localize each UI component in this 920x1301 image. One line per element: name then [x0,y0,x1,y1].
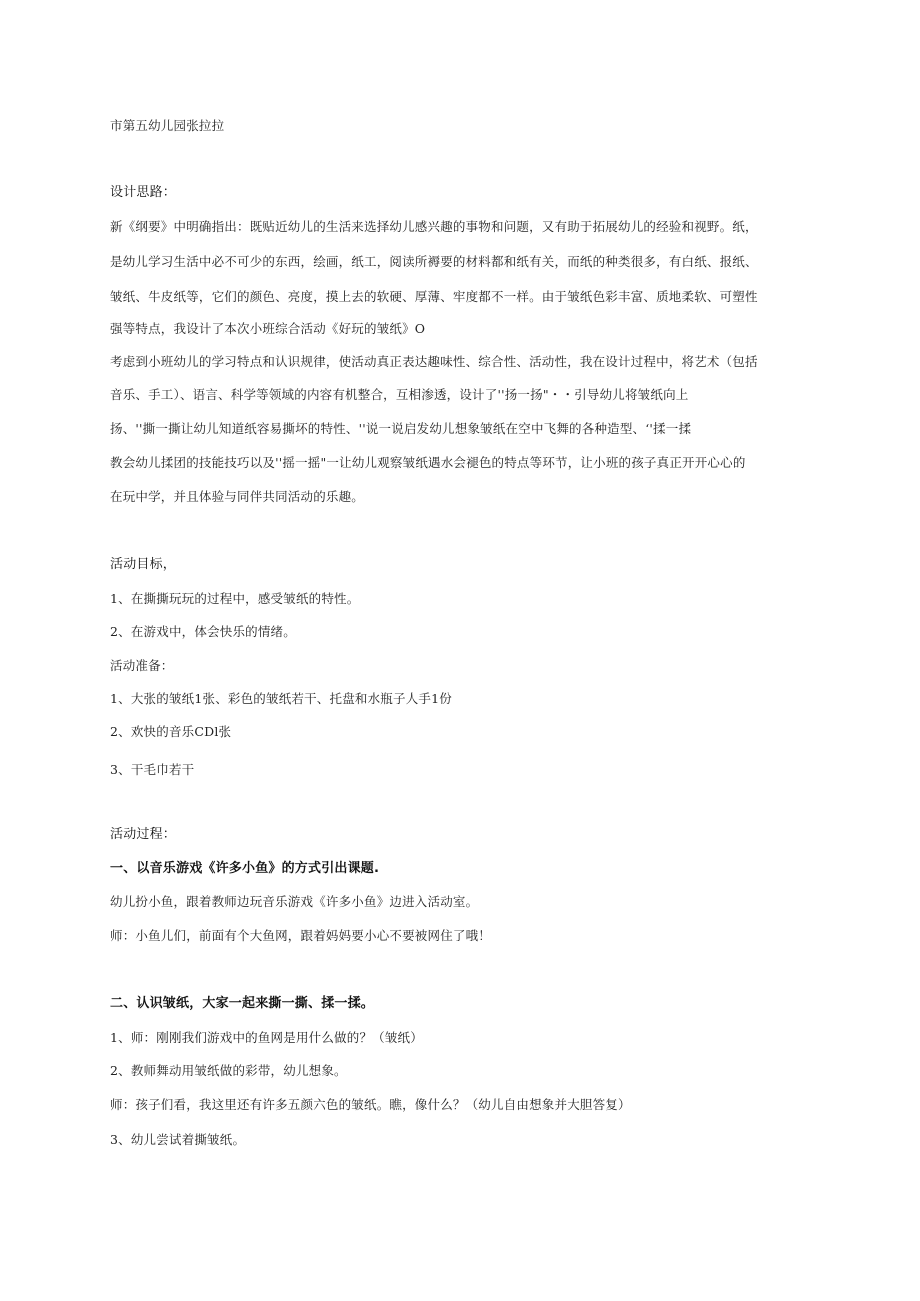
section-line: 2、教师舞动用皱纸做的彩带，幼儿想象。 [110,1063,347,1078]
section-line: 师：小鱼儿们，前面有个大鱼网，跟着妈妈要小心不要被网住了哦！ [110,928,492,943]
goals-heading: 活动目标， [110,557,177,572]
prep-item: 2、欢快的音乐CDl张 [110,724,232,739]
design-paragraph-line: 新《纲要》中明确指出：既贴近幼儿的生活来选择幼儿感兴趣的事物和问题，又有助于拓展幼儿的经验和视野。纸， [110,219,758,234]
design-paragraph-line: 考虑到小班幼儿的学习特点和认识规律，使活动真正表达趣味性、综合性、活动性，我在设计过程中，将艺术（包括 [110,354,758,369]
author-line: 市第五幼儿园张拉拉 [110,118,225,133]
design-heading: 设计思路： [110,185,177,200]
section-line: 幼儿扮小鱼，跟着教师边玩音乐游戏《许多小鱼》边进入活动室。 [110,894,479,909]
prep-item: 1、大张的皱纸1张、彩色的皱纸若干、托盘和水瓶子人手1份 [110,691,452,706]
goal-item: 2、在游戏中，体会快乐的情绪。 [110,624,296,639]
design-paragraph-line: 在玩中学，并且体验与同伴共同活动的乐趣。 [110,489,365,504]
process-heading: 活动过程： [110,827,177,842]
design-paragraph-line: 强等特点，我设计了本次小班综合活动《好玩的皱纸》O [110,321,426,336]
section-line: 师：孩子们看，我这里还有许多五颜六色的皱纸。瞧，像什么？（幼儿自由想象并大胆答复） [110,1097,631,1112]
design-paragraph-line: 音乐、手工）、语言、科学等领域的内容有机整合，互相渗透，设计了''扬一扬"・・引导幼儿将皱纸向上 [110,387,689,402]
section-title: 一、以音乐游戏《许多小鱼》的方式引出课题. [110,861,380,876]
design-paragraph-line: 是幼儿学习生活中必不可少的东西，绘画，纸工，阅读所褥要的材料都和纸有关，而纸的种类很多，有白纸、报纸、 [110,254,758,269]
section-title: 二、认识皱纸，大家一起来撕一撕、揉一揉。 [110,996,375,1011]
design-paragraph-line: 皱纸、牛皮纸等，它们的颜色、亮度，摸上去的软硬、厚薄、牢度都不一样。由于皱纸色彩丰富、质地柔软、可塑性 [110,289,758,304]
section-line: 3、幼儿尝试着撕皱纸。 [110,1132,246,1147]
section-line: 1、师：刚刚我们游戏中的鱼网是用什么做的？（皱纸） [110,1030,423,1045]
goal-item: 1、在撕撕玩玩的过程中，感受皱纸的特性。 [110,591,360,606]
prep-heading: 活动准备： [110,658,174,673]
prep-item: 3、干毛巾若干 [110,762,195,777]
design-paragraph-line: 扬、''撕一撕让幼儿知道纸容易撕坏的特性、''说一说启发幼儿想象皱纸在空中飞舞的各种造型、‘'揉一揉 [110,421,692,436]
design-paragraph-line: 教会幼儿揉团的技能技巧以及''摇一摇"一让幼儿观察皱纸遇水会褪色的特点等环节，让小班的孩子真正开开心心的 [110,455,746,470]
